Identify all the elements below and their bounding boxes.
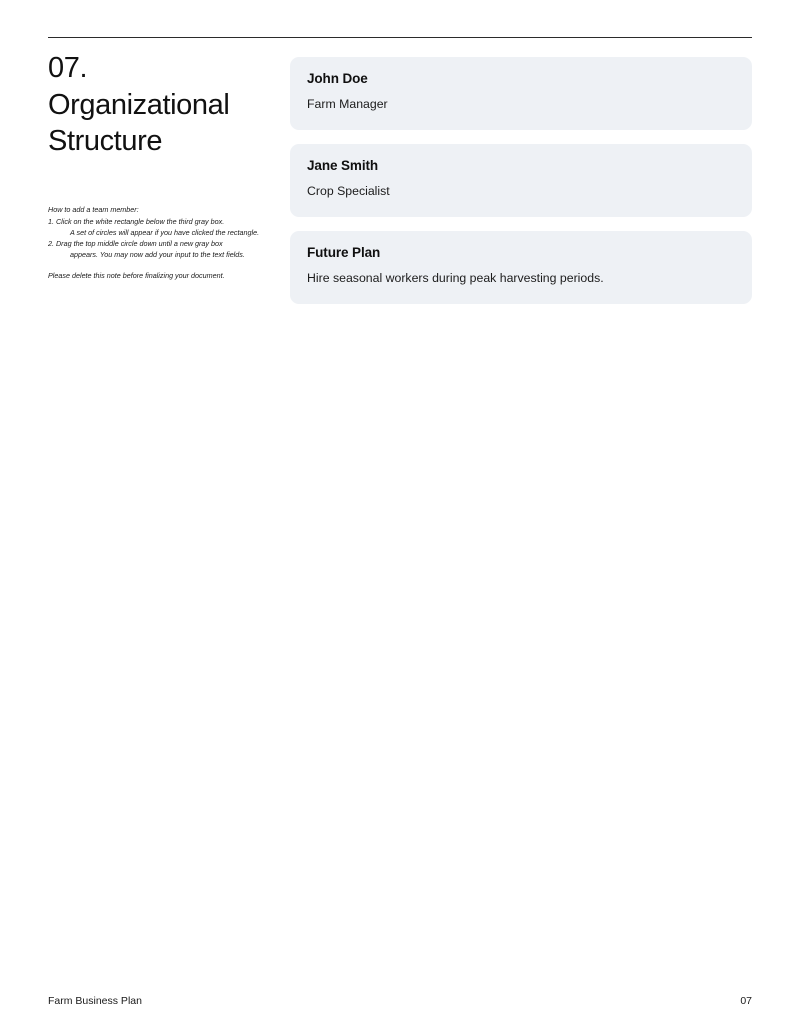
- team-card[interactable]: [290, 231, 752, 304]
- team-card-body: Hire seasonal workers during peak harvesting periods.: [307, 270, 604, 285]
- left-column: [48, 50, 270, 282]
- footer-document-name: Farm Business Plan: [48, 995, 142, 1007]
- footer-page-number: 07: [740, 995, 752, 1007]
- page-title: [48, 50, 270, 160]
- note-step-1: [48, 216, 268, 238]
- note-step-1-text: 1. Click on the white rectangle below the third gray box.: [48, 216, 225, 226]
- note-footer: Please delete this note before finalizing your document.: [48, 271, 225, 281]
- instructions-note: [48, 204, 268, 282]
- note-step-2: [48, 238, 268, 260]
- note-step-2-sub: appears. You may now add your input to the text fields.: [70, 250, 245, 260]
- note-steps: [48, 216, 268, 261]
- team-card[interactable]: [290, 57, 752, 130]
- team-card-title: John Doe: [307, 71, 368, 86]
- team-card[interactable]: [290, 144, 752, 217]
- header-divider: [48, 37, 752, 38]
- note-heading: How to add a team member:: [48, 204, 139, 214]
- page-title-line-3: Structure: [48, 125, 163, 158]
- page-footer: [48, 995, 752, 1007]
- note-step-1-sub: A set of circles will appear if you have clicked the rectangle.: [70, 227, 260, 237]
- team-card-body: Crop Specialist: [307, 183, 390, 198]
- team-card-title: Future Plan: [307, 244, 381, 260]
- page-title-line-2: Organizational: [48, 88, 230, 121]
- team-cards-list: [290, 57, 752, 318]
- note-step-2-text: 2. Drag the top middle circle down until a new gray box: [48, 239, 223, 249]
- team-card-title: Jane Smith: [307, 157, 379, 173]
- page-title-line-1: 07.: [48, 52, 88, 84]
- team-card-body: Farm Manager: [307, 97, 388, 111]
